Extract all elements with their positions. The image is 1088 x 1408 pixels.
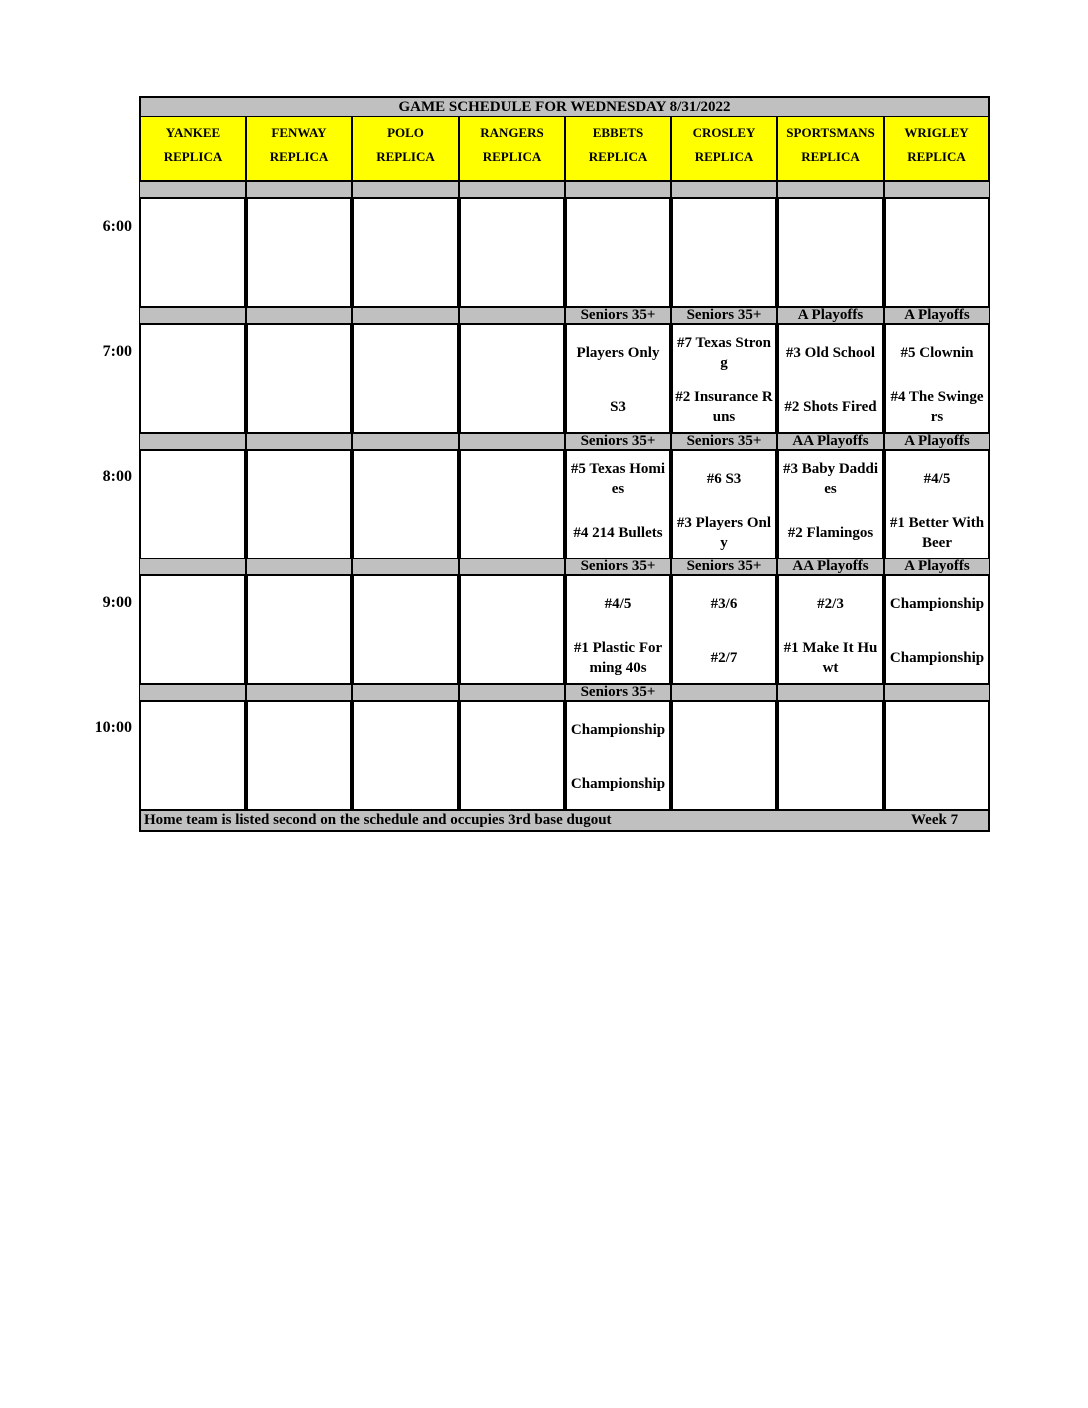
home-team bbox=[354, 632, 457, 684]
division-band bbox=[671, 684, 777, 701]
division-band bbox=[884, 684, 990, 701]
division-band bbox=[352, 307, 459, 324]
home-team: #1 Make It Huwt bbox=[783, 640, 878, 676]
home-team: Championship bbox=[889, 650, 985, 666]
home-team bbox=[886, 758, 988, 810]
home-team bbox=[354, 758, 457, 810]
field-name: WRIGLEY bbox=[904, 125, 969, 140]
visitor-team bbox=[461, 453, 563, 505]
home-team bbox=[673, 255, 775, 307]
game-cell bbox=[565, 700, 671, 811]
visitor-team bbox=[461, 704, 563, 756]
home-team bbox=[461, 381, 563, 433]
visitor-team bbox=[248, 327, 350, 379]
division-band bbox=[459, 307, 565, 324]
game-cell bbox=[671, 449, 777, 560]
game-cell bbox=[459, 700, 565, 811]
footer-note: Home team is listed second on the schedule and occupies 3rd base dugout bbox=[144, 812, 612, 828]
division-band: A Playoffs bbox=[884, 433, 990, 450]
game-cell bbox=[139, 700, 246, 811]
time-label: 10:00 bbox=[94, 719, 132, 736]
field-name: FENWAY bbox=[271, 125, 327, 140]
home-team: #2 Flamingos bbox=[787, 525, 874, 541]
visitor-team bbox=[354, 578, 457, 630]
division-band bbox=[246, 558, 352, 575]
division-band bbox=[139, 307, 246, 324]
division-band bbox=[139, 433, 246, 450]
visitor-team: #4/5 bbox=[604, 596, 632, 612]
field-header bbox=[459, 117, 565, 181]
visitor-team bbox=[141, 578, 244, 630]
division-band: AA Playoffs bbox=[777, 558, 884, 575]
visitor-team bbox=[886, 201, 988, 253]
visitor-team bbox=[141, 201, 244, 253]
game-cell bbox=[246, 574, 352, 685]
game-cell bbox=[884, 197, 990, 308]
field-header bbox=[565, 117, 671, 181]
home-team: #2/7 bbox=[710, 650, 738, 666]
field-name: SPORTSMANS bbox=[786, 125, 875, 140]
visitor-team bbox=[141, 327, 244, 379]
division-band bbox=[459, 684, 565, 701]
schedule-title: GAME SCHEDULE FOR WEDNESDAY 8/31/2022 bbox=[139, 96, 990, 118]
visitor-team: #5 Clownin bbox=[900, 345, 974, 361]
division-band bbox=[671, 181, 777, 198]
home-team: #3 Players Only bbox=[676, 515, 772, 551]
visitor-team bbox=[779, 704, 882, 756]
visitor-team bbox=[354, 704, 457, 756]
visitor-team: Championship bbox=[570, 722, 666, 738]
visitor-team bbox=[354, 327, 457, 379]
game-cell bbox=[777, 197, 884, 308]
division-band bbox=[246, 307, 352, 324]
home-team: #2 Shots Fired bbox=[784, 399, 877, 415]
division-band: Seniors 35+ bbox=[671, 307, 777, 324]
division-band bbox=[139, 558, 246, 575]
visitor-team bbox=[141, 453, 244, 505]
visitor-team bbox=[354, 453, 457, 505]
field-name: YANKEE bbox=[165, 125, 221, 140]
visitor-team bbox=[673, 201, 775, 253]
visitor-team: #3 Old School bbox=[785, 345, 876, 361]
visitor-team bbox=[567, 201, 669, 253]
game-cell bbox=[139, 449, 246, 560]
home-team bbox=[461, 758, 563, 810]
division-band: Seniors 35+ bbox=[565, 684, 671, 701]
game-cell bbox=[777, 449, 884, 560]
game-cell bbox=[459, 197, 565, 308]
field-header bbox=[139, 117, 246, 181]
home-team bbox=[248, 507, 350, 559]
home-team bbox=[461, 255, 563, 307]
time-label: 9:00 bbox=[102, 594, 132, 611]
visitor-team bbox=[248, 704, 350, 756]
home-team bbox=[248, 632, 350, 684]
home-team bbox=[354, 507, 457, 559]
home-team bbox=[141, 255, 244, 307]
game-cell bbox=[246, 323, 352, 434]
division-band bbox=[139, 684, 246, 701]
game-cell bbox=[352, 574, 459, 685]
field-name: RANGERS bbox=[480, 125, 544, 140]
field-header bbox=[671, 117, 777, 181]
field-subtitle: REPLICA bbox=[801, 149, 860, 164]
home-team bbox=[779, 255, 882, 307]
field-header bbox=[246, 117, 352, 181]
home-team bbox=[567, 255, 669, 307]
game-cell bbox=[459, 323, 565, 434]
home-team bbox=[354, 381, 457, 433]
visitor-team bbox=[461, 201, 563, 253]
division-band bbox=[139, 181, 246, 198]
game-cell bbox=[459, 574, 565, 685]
home-team bbox=[779, 758, 882, 810]
visitor-team bbox=[461, 327, 563, 379]
field-name: POLO bbox=[387, 125, 424, 140]
visitor-team: #6 S3 bbox=[706, 471, 742, 487]
field-subtitle: REPLICA bbox=[163, 149, 223, 164]
game-cell bbox=[246, 197, 352, 308]
field-header bbox=[884, 117, 990, 181]
home-team bbox=[141, 758, 244, 810]
division-band: Seniors 35+ bbox=[671, 558, 777, 575]
field-subtitle: REPLICA bbox=[907, 149, 966, 164]
division-band bbox=[459, 558, 565, 575]
division-band bbox=[352, 433, 459, 450]
division-band: A Playoffs bbox=[777, 307, 884, 324]
home-team bbox=[141, 632, 244, 684]
game-cell bbox=[459, 449, 565, 560]
game-cell bbox=[352, 449, 459, 560]
visitor-team bbox=[354, 201, 457, 253]
home-team: Championship bbox=[570, 776, 666, 792]
visitor-team bbox=[673, 704, 775, 756]
time-label: 6:00 bbox=[102, 218, 132, 235]
division-band: A Playoffs bbox=[884, 307, 990, 324]
division-band bbox=[352, 558, 459, 575]
game-cell bbox=[246, 700, 352, 811]
home-team bbox=[886, 255, 988, 307]
home-team bbox=[673, 758, 775, 810]
footer-bar bbox=[139, 809, 990, 832]
game-cell bbox=[777, 574, 884, 685]
division-band bbox=[352, 684, 459, 701]
game-cell bbox=[671, 700, 777, 811]
game-cell bbox=[246, 449, 352, 560]
visitor-team bbox=[779, 201, 882, 253]
visitor-team bbox=[248, 453, 350, 505]
home-team bbox=[461, 507, 563, 559]
division-band: Seniors 35+ bbox=[565, 307, 671, 324]
visitor-team: Players Only bbox=[576, 345, 660, 361]
game-cell bbox=[565, 323, 671, 434]
division-band bbox=[777, 181, 884, 198]
division-band bbox=[565, 181, 671, 198]
division-band: A Playoffs bbox=[884, 558, 990, 575]
field-subtitle: REPLICA bbox=[269, 149, 329, 164]
home-team bbox=[248, 381, 350, 433]
home-team bbox=[141, 381, 244, 433]
visitor-team: #3/6 bbox=[710, 596, 738, 612]
division-band bbox=[246, 684, 352, 701]
game-cell bbox=[884, 323, 990, 434]
home-team: #4 The Swingers bbox=[890, 389, 984, 425]
game-cell bbox=[352, 700, 459, 811]
visitor-team: Championship bbox=[889, 596, 985, 612]
game-cell bbox=[671, 197, 777, 308]
field-header bbox=[352, 117, 459, 181]
home-team bbox=[248, 255, 350, 307]
division-band bbox=[777, 684, 884, 701]
game-cell bbox=[139, 323, 246, 434]
home-team: #1 Plastic Forming 40s bbox=[573, 640, 663, 676]
field-subtitle: REPLICA bbox=[482, 149, 542, 164]
week-label: Week 7 bbox=[911, 812, 959, 828]
field-subtitle: REPLICA bbox=[588, 149, 648, 164]
game-cell bbox=[352, 323, 459, 434]
division-band: AA Playoffs bbox=[777, 433, 884, 450]
field-subtitle: REPLICA bbox=[376, 149, 435, 164]
home-team: S3 bbox=[610, 399, 626, 415]
game-cell bbox=[884, 574, 990, 685]
visitor-team bbox=[141, 704, 244, 756]
field-name: EBBETS bbox=[592, 125, 644, 140]
visitor-team bbox=[461, 578, 563, 630]
field-subtitle: REPLICA bbox=[694, 149, 754, 164]
visitor-team: #5 Texas Homies bbox=[570, 461, 666, 497]
game-cell bbox=[565, 449, 671, 560]
visitor-team: #2/3 bbox=[817, 596, 844, 612]
game-cell bbox=[777, 323, 884, 434]
home-team bbox=[141, 507, 244, 559]
division-band: Seniors 35+ bbox=[671, 433, 777, 450]
game-cell bbox=[565, 574, 671, 685]
game-cell bbox=[884, 449, 990, 560]
division-band bbox=[459, 433, 565, 450]
game-cell bbox=[671, 323, 777, 434]
visitor-team bbox=[886, 704, 988, 756]
field-header bbox=[777, 117, 884, 181]
home-team bbox=[354, 255, 457, 307]
home-team: #1 Better With Beer bbox=[889, 515, 985, 551]
home-team bbox=[461, 632, 563, 684]
game-cell bbox=[139, 197, 246, 308]
game-cell bbox=[884, 700, 990, 811]
home-team bbox=[248, 758, 350, 810]
visitor-team bbox=[248, 578, 350, 630]
division-band bbox=[352, 181, 459, 198]
game-cell bbox=[777, 700, 884, 811]
division-band: Seniors 35+ bbox=[565, 558, 671, 575]
home-team: #4 214 Bullets bbox=[573, 525, 663, 541]
field-name: CROSLEY bbox=[692, 125, 756, 140]
division-band bbox=[246, 181, 352, 198]
game-cell bbox=[139, 574, 246, 685]
division-band bbox=[246, 433, 352, 450]
visitor-team: #7 Texas Strong bbox=[677, 335, 771, 371]
visitor-team: #4/5 bbox=[923, 471, 951, 487]
visitor-team bbox=[248, 201, 350, 253]
game-cell bbox=[565, 197, 671, 308]
division-band: Seniors 35+ bbox=[565, 433, 671, 450]
division-band bbox=[884, 181, 990, 198]
visitor-team: #3 Baby Daddies bbox=[782, 461, 879, 497]
home-team: #2 Insurance Runs bbox=[675, 389, 773, 425]
time-label: 8:00 bbox=[102, 468, 132, 485]
division-band bbox=[459, 181, 565, 198]
time-label: 7:00 bbox=[102, 343, 132, 360]
game-cell bbox=[352, 197, 459, 308]
game-cell bbox=[671, 574, 777, 685]
